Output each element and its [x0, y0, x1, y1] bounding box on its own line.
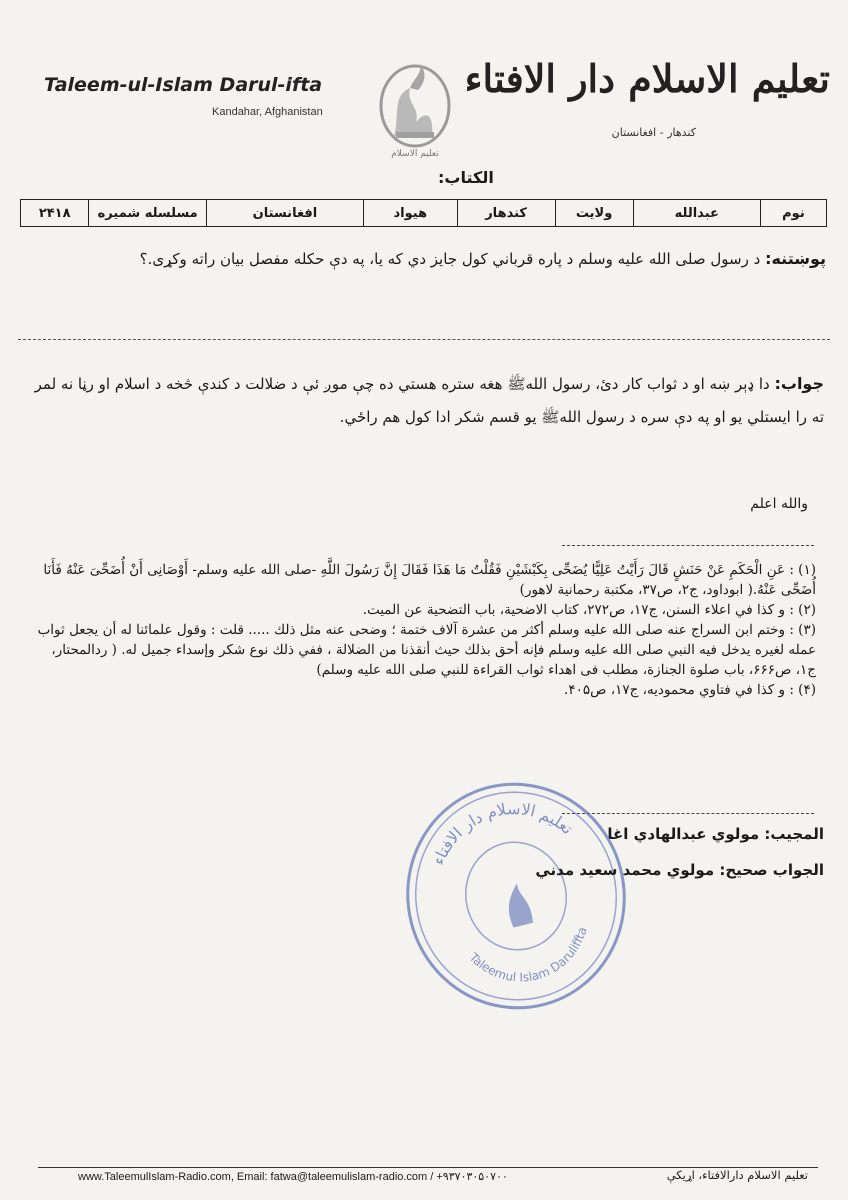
svg-text:تعليم الاسلام دار الافتاء [418, 783, 579, 871]
wallah-alam: والله اعلم [750, 496, 808, 512]
serial-value: ۲۴۱۸ [21, 200, 89, 227]
footnote-2: (۲) : و كذا في اعلاء السنن، ج۱۷، ص۲۷۲، كتاب الاضحية، باب التضحية عن الميت. [362, 602, 816, 618]
footnote-divider [562, 545, 814, 546]
footer-arabic: تعلیم الاسلام دارالافتاء، اړیکې [666, 1168, 808, 1182]
darulifta-stamp [398, 776, 634, 1016]
answer-label: جواب: [774, 374, 824, 393]
answer-block [24, 367, 824, 434]
institution-logo [370, 44, 460, 164]
stamp-arabic-text: تعليم الاسلام دار الافتاء [428, 799, 577, 868]
footnote-4: (۴) : و كذا في فتاوي محموديه، ج۱۷، ص۴۰۵. [564, 682, 816, 698]
question-text: د رسول صلی الله علیه وسلم د پاره قرباني کول جایز دي که یا، په دې حکله مفصل بیان راته وکړی.؟ [139, 250, 761, 268]
question-label: پوښتنه: [765, 249, 826, 268]
name-label: نوم [760, 200, 826, 227]
footer-contact: www.TaleemulIslam-Radio.com, Email: fatwa@taleemulislam-radio.com / +۹۳۷۰۳۰۵۰۷۰۰ [78, 1171, 508, 1183]
requester-info-table [20, 199, 827, 227]
mujib-signature: المجيب: مولوي عبدالهادي اغا [607, 825, 824, 843]
section-divider [18, 339, 830, 340]
confirmer-signature: الجواب صحيح: مولوي محمد سعيد مدني [535, 861, 824, 879]
province-label: ولايت [555, 200, 633, 227]
province-value: كندهار [457, 200, 555, 227]
country-value: افغانستان [207, 200, 364, 227]
answer-text: دا ډېر ښه او د ثواب کار دئ، رسول اللهﷺ هغه ستره هستي ده چې موږ ئې د ضلالت د کندې څخه د اسلام او رڼا نه لمر ته را ایستلي يو او په دې سره د رسول اللهﷺ یو قسم شکر ادا کول هم راځي. [34, 375, 824, 426]
footnotes [34, 560, 816, 700]
question-block [26, 249, 826, 268]
logo-caption: تعليم الاسلام [391, 149, 439, 159]
letterhead-arabic-subtitle: کندهار - افغانستان [611, 126, 696, 139]
letterhead-english-subtitle: Kandahar, Afghanistan [212, 106, 323, 118]
letterhead-arabic-title: تعليم الاسلام دار الافتاء [464, 56, 830, 101]
country-label: هيواد [363, 200, 457, 227]
footnote-1: (۱) : عَنِ الْحَكَمِ عَنْ حَنَشٍ قَالَ رَأَيْتُ عَلِيًّا يُضَحِّى بِكَبْشَيْنِ فَقُلْتُ مَا هَذَا فَقَالَ إِنَّ رَسُولَ اللَّهِ -صلى الله عليه وسلم- أَوْصَانِى أَنْ أُضَحِّىَ عَنْهُ فَأَنَا أُضَحِّى عَنْهُ.( ابوداود، ج۲، ص۳۷، مكتبة رحمانية لاهور) [43, 562, 816, 598]
serial-label: مسلسله شمیره [89, 200, 207, 227]
name-value: عبدالله [633, 200, 760, 227]
footnote-3: (۳) : وختم ابن السراج عنه صلى الله عليه وسلم أكثر من عشرة آلاف ختمة ؛ وضحى عنه مثل ذلك ..... قلت : وقول علمائنا له أن يجعل ثواب عمله لغيره يدخل فيه النبي صلى الله عليه وسلم فإنه أحق بذلك حيث أنقذنا من الضلالة ، ففي ذلك نوع شكر وإسداء جميل له. ( ردالمحتار، ج۱، ص۶۶۶، باب صلوة الجنازة، مطلب فى اهداء ثواب القراءة للنبي صلى الله عليه وسلم) [37, 622, 816, 678]
book-label: الكتاب: [438, 168, 494, 187]
stamp-english-text: Taleemul Islam Daruliffta [466, 925, 590, 985]
letterhead-english-title: Taleem-ul-Islam Darul-ifta [44, 74, 323, 96]
